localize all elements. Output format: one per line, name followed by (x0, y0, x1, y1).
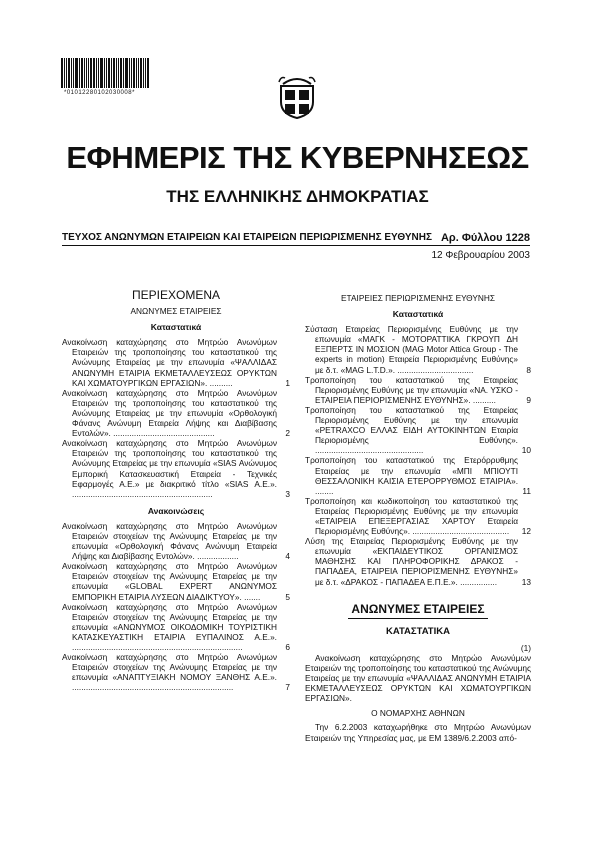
barcode-bar (108, 58, 110, 88)
barcode-bar (125, 58, 128, 88)
section-rule (348, 618, 488, 619)
contents-right-column (305, 290, 531, 743)
body-section-heading: ΑΝΩΝΥΜΕΣ ΕΤΑΙΡΕΙΕΣ (351, 601, 485, 616)
section-heading: ΑΝΩΝΥΜΕΣ ΕΤΑΙΡΕΙΕΣ (130, 306, 222, 317)
barcode-bar (64, 58, 65, 88)
barcode-bar (123, 58, 124, 88)
body-sub-heading: ΚΑΤΑΣΤΑΤΙΚΑ (386, 625, 450, 637)
issue-type: ΤΕΥΧΟΣ ΑΝΩΝΥΜΩΝ ΕΤΑΙΡΕΙΩΝ ΚΑΙ ΕΤΑΙΡΕΙΩΝ ΠΕΡΙΩΡΙΣΜΕΝΗΣ ΕΥΘΥΝΗΣ (62, 232, 432, 243)
barcode-bar (140, 58, 142, 88)
contents-heading: ΠΕΡΙΕΧΟΜΕΝΑ (131, 288, 221, 302)
contents-entry[interactable]: Τροποποίηση και κωδικοποίηση του καταστατικού της Εταιρείας Περιορισμένης Ευθύνης με την επωνυμία «ΕΤΑΙΡΕΙΑ ΕΠΕΞΕΡΓΑΣΙΑΣ ΧΑΡΤΟΥ Εταιρεία Περιορισμένης Ευθύνης». .......................................... 12 (305, 495, 531, 537)
barcode-bar (73, 58, 74, 88)
issue-bar (62, 232, 530, 244)
barcode-bar (131, 58, 132, 88)
barcode-bar (81, 58, 83, 88)
sheet-number: Αρ. Φύλλου 1228 (440, 232, 530, 244)
issue-date: 12 Φεβρουαρίου 2003 (431, 250, 530, 261)
contents-entry[interactable]: Τροποποίηση του καταστατικού της Εταιρείας Περιορισμένης Ευθύνης με την επωνυμία «ΝΑ. ΥΣΚΟ - ΕΤΑΙΡΕΙΑ ΠΕΡΙΟΡΙΣΜΕΝΗΣ ΕΥΘΥΝΗΣ». .......... 9 (305, 374, 531, 405)
announcement-title: Ανακοίνωση καταχώρησης στο Μητρώο Ανωνύμων Εταιρειών της τροποποίησης του καταστατικού της Ανώνυμης Εταιρείας με την επωνυμία «ΨΑΛΛΙΔΑΣ ΑΝΩΝΥΜΗ ΕΤΑΙΡΙΑ ΕΚΜΕΤΑΛΛΕΥΣΕΩΣ ΟΡΥΚΤΩΝ ΚΑΙ ΧΩΜΑΤΟΥΡΓΙΚΩΝ ΕΡΓΑΣΙΩΝ». (305, 652, 531, 704)
section-heading: ΕΤΑΙΡΕΙΕΣ ΠΕΡΙΩΡΙΣΜΕΝΗΣ ΕΥΘΥΝΗΣ (341, 293, 495, 303)
barcode-bar (129, 58, 130, 88)
barcode-bar (133, 58, 135, 88)
contents-list (62, 521, 290, 693)
barcode-bar (111, 58, 112, 88)
contents-entry[interactable]: Ανακοίνωση καταχώρησης στο Μητρώο Ανωνύμων Εταιρειών της τροποποίησης του καταστατικού της Ανώνυμης Εταιρείας με την επωνυμία «Ορθολογική Φάνανς Ανώνυμη Εταιρεία Λήψης και Διαβίβασης Εντολών». ............................................ 2 (62, 387, 290, 439)
barcode-bar (147, 58, 149, 88)
barcode-bar (113, 58, 115, 88)
barcode-bar (143, 58, 144, 88)
barcode (61, 58, 153, 88)
subsection-heading: Καταστατικά (150, 322, 202, 333)
announcement-number: (1) (520, 642, 531, 653)
barcode-bar (136, 58, 137, 88)
body-paragraph: Την 6.2.2003 καταχωρήθηκε στο Μητρώο Ανωνύμων Εταιρειών της Υπηρεσίας μας, με ΕΜ 1389/6.2.2003 από- (305, 722, 531, 743)
contents-entry[interactable]: Ανακοίνωση καταχώρησης στο Μητρώο Ανωνύμων Εταιρειών στοιχείων της Ανώνυμης Εταιρείας με την επωνυμία «GLOBAL EXPERT ΑΝΩΝΥΜΟΣ ΕΜΠΟΡΙΚΗ ΕΤΑΙΡΙΑ ΛΥΣΕΩΝ ΔΙΑΔΙΚΤΥΟΥ». ....... 5 (62, 561, 290, 602)
contents-entry[interactable]: Ανακοίνωση καταχώρησης στο Μητρώο Ανωνύμων Εταιρειών της τροποποίησης του καταστατικού της Ανώνυμης Εταιρείας με την επωνυμία «SIAS Ανώνυμος Εμπορική Κατασκευαστική Εταιρεία - Τεχνικές Εφαρμογές Α.Ε.» με διακριτικό τίτλο «SIAS Α.Ε.». ............................................................. 3 (62, 438, 290, 499)
barcode-bar (66, 58, 67, 88)
barcode-number: *01012280102030008* (64, 90, 135, 96)
barcode-bar (104, 58, 105, 88)
contents-entry[interactable]: Λύση της Εταιρείας Περιορισμένης Ευθύνης με την επωνυμία «ΕΚΠΑΙΔΕΥΤΙΚΟΣ ΟΡΓΑΝΙΣΜΟΣ ΜΑΘΗΣΗΣ ΚΑΙ ΠΛΗΡΟΦΟΡΙΚΗΣ ΔΡΑΚΟΣ - ΠΑΠΑΔΕΑ, ΕΤΑΙΡΕΙΑ ΠΕΡΙΟΡΙΣΜΕΝΗΣ ΕΥΘΥΝΗΣ» με δ.τ. «ΔΡΑΚΟΣ - ΠΑΠΑΔΕΑ Ε.Π.Ε.». ................ 13 (305, 536, 531, 587)
barcode-bar (138, 58, 139, 88)
gazette-title: ΕΦΗΜΕΡΙΣ ΤΗΣ ΚΥΒΕΡΝΗΣΕΩΣ (66, 140, 529, 175)
barcode-bar (120, 58, 122, 88)
barcode-bar (71, 58, 72, 88)
barcode-bar (86, 58, 87, 88)
coat-of-arms-icon (277, 72, 317, 120)
subsection-heading: Ανακοινώσεις (147, 505, 205, 516)
gazette-subtitle: ΤΗΣ ΕΛΛΗΝΙΚΗΣ ΔΗΜΟΚΡΑΤΙΑΣ (166, 187, 429, 206)
barcode-bar (96, 58, 97, 88)
contents-entry[interactable]: Ανακοίνωση καταχώρησης στο Μητρώο Ανωνύμων Εταιρειών στοιχείων της Ανώνυμης Εταιρείας με την επωνυμία «Ορθολογική Φάνανς Ανώνυμη Εταιρεία Λήψης και Διαβίβασης Εντολών». .................. 4 (62, 520, 290, 562)
barcode-bar (93, 58, 95, 88)
contents-left-column (62, 290, 290, 692)
header-rule (62, 245, 530, 246)
barcode-bar (118, 58, 119, 88)
subsection-heading: Καταστατικά (392, 309, 444, 320)
contents-list (62, 337, 290, 499)
barcode-bar (79, 58, 80, 88)
contents-entry[interactable]: Ανακοίνωση καταχώρησης στο Μητρώο Ανωνύμων Εταιρειών στοιχείων της Ανώνυμης Εταιρείας με την επωνυμία «ΑΝΩΝΥΜΟΣ ΟΙΚΟΔΟΜΙΚΗ ΤΟΥΡΙΣΤΙΚΗ ΚΑΤΑΣΚΕΥΑΣΤΙΚΗ ΕΤΑΙΡΙΑ ΕΥΠΑΛΙΝΟΣ Α.Ε.». .......................................................................... 6 (62, 601, 290, 652)
barcode-bar (116, 58, 117, 88)
barcode-bar (145, 58, 146, 88)
contents-entry[interactable]: Τροποποίηση του καταστατικού της Εταιρείας Περιορισμένης Ευθύνης με την επωνυμία «PETRAXCO ΕΛΛΑΣ ΕΙΔΗ ΑΥΤΟΚΙΝΗΤΩΝ Εταιρία Περιορισμένης Ευθύνης». ............................................... 10 (305, 404, 531, 456)
barcode-bar (98, 58, 99, 88)
barcode-bar (75, 58, 78, 88)
barcode-bar (106, 58, 107, 88)
barcode-bar (100, 58, 103, 88)
barcode-bar (61, 58, 63, 88)
contents-entry[interactable]: Τροποποίηση του καταστατικού της Ετερόρρυθμης Εταιρείας με την επωνυμία «ΜΠΙ ΜΠΙΟΥΤΙ ΘΕΣΣΑΛΟΝΙΚΗ ΚΑΙΣΙΑ ΕΤΕΡΟΡΡΥΘΜΟΣ ΕΤΑΙΡΙΑ». ........ 11 (305, 455, 531, 496)
barcode-bar (88, 58, 89, 88)
contents-entry[interactable]: Ανακοίνωση καταχώρησης στο Μητρώο Ανωνύμων Εταιρειών της τροποποίησης του καταστατικού της Ανώνυμης Εταιρείας με την επωνυμία «ΨΑΛΛΙΔΑΣ ΑΝΩΝΥΜΗ ΕΤΑΙΡΙΑ ΕΚΜΕΤΑΛΛΕΥΣΕΩΣ ΟΡΥΚΤΩΝ ΚΑΙ ΧΩΜΑΤΟΥΡΓΙΚΩΝ ΕΡΓΑΣΙΩΝ». .......... 1 (62, 337, 290, 388)
prefect-line: Ο ΝΟΜΑΡΧΗΣ ΑΘΗΝΩΝ (371, 708, 465, 719)
contents-entry[interactable]: Σύσταση Εταιρείας Περιορισμένης Ευθύνης με την επωνυμία «ΜΑΓΚ - ΜΟΤΟΡΑΤΤΙΚΑ ΓΚΡΟΥΠ ΔΗ ΕΞΠΕΡΤΣ ΙΝ ΜΟΣΙΟΝ (MAG Motor Attica Group - The experts in motion) Εταιρεία Περιορισμένης Ευθύνης» με δ.τ. «MAG L.T.D.». ................................. 8 (305, 324, 531, 375)
contents-entry[interactable]: Ανακοίνωση καταχώρησης στο Μητρώο Ανωνύμων Εταιρειών στοιχείων της Ανώνυμης Εταιρείας με την επωνυμία «ΑΝΑΠΤΥΞΙΑΚΗ ΝΟΜΟΥ ΞΑΝΘΗΣ Α.Ε.». ...................................................................... 7 (62, 652, 290, 693)
barcode-bar (84, 58, 85, 88)
barcode-bar (68, 58, 70, 88)
contents-list (305, 324, 531, 586)
barcode-bar (90, 58, 92, 88)
